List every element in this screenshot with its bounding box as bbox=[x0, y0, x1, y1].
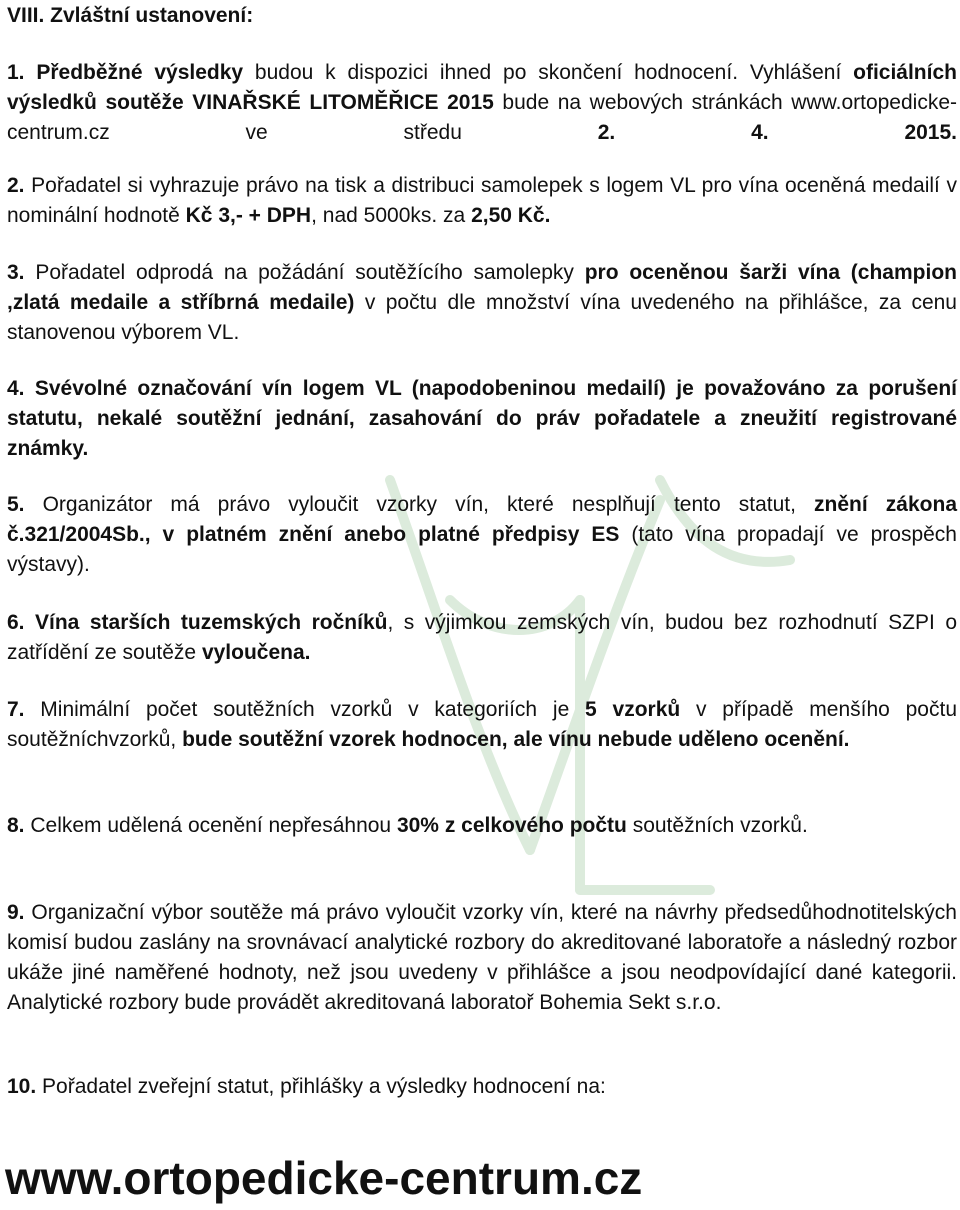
clause-text: Minimální počet soutěžních vzorků v kategoriích je bbox=[24, 698, 586, 721]
clause-4 bbox=[7, 374, 957, 464]
clause-10 bbox=[7, 1072, 957, 1102]
clause-5 bbox=[7, 490, 957, 580]
clause-number: 1. bbox=[7, 61, 25, 84]
clause-text: , s výjimkou zemských vín, budou bez rozhodnutí SZPI o zatřídění ze soutěže bbox=[7, 611, 958, 664]
clause-number: 4. bbox=[7, 377, 25, 400]
clause-text-bold: 2. 4. 2015. bbox=[597, 121, 957, 144]
clause-text: v počtu dle množství vína uvedeného na přihlášce, za cenu stanovenou výborem VL. bbox=[7, 291, 957, 344]
clause-text: Pořadatel odprodá na požádání soutěžícího samolepky bbox=[24, 261, 585, 284]
clause-number: 3. bbox=[7, 261, 25, 284]
clause-text-bold: znění zákona č.321/2004Sb., v platném znění anebo platné předpisy ES bbox=[7, 493, 957, 546]
clause-text: Organizátor má právo vyloučit vzorky vín, které nesplňují tento statut, bbox=[24, 493, 815, 516]
clause-number: 9. bbox=[7, 901, 25, 924]
clause-text: Celkem udělená ocenění nepřesáhnou bbox=[24, 814, 397, 837]
clause-text: (tato vína propadají ve prospěch výstavy). bbox=[7, 523, 957, 576]
clause-2 bbox=[7, 171, 957, 231]
section-heading: VIII. Zvláštní ustanovení: bbox=[7, 4, 254, 27]
clause-8 bbox=[7, 811, 957, 841]
clause-text-bold: bude soutěžní vzorek hodnocen, ale vínu nebude uděleno ocenění. bbox=[182, 728, 850, 751]
clause-6 bbox=[7, 608, 957, 668]
clause-number: 8. bbox=[7, 814, 25, 837]
clause-7 bbox=[7, 695, 957, 755]
clause-1 bbox=[7, 58, 957, 148]
clause-text-bold: 5 vzorků bbox=[585, 698, 681, 721]
clause-text: v případě menšího počtu soutěžníchvzorků, bbox=[7, 698, 957, 751]
clause-number: 6. bbox=[7, 611, 25, 634]
clause-text: Pořadatel si vyhrazuje právo na tisk a distribuci samolepek s logem VL pro vína oceněná medailí v nominální hodnotě bbox=[7, 174, 957, 227]
clause-text-bold: 30% z celkového počtu bbox=[396, 814, 627, 837]
clause-text-bold: oficiálních výsledků soutěže bbox=[7, 61, 957, 114]
clause-number: 7. bbox=[7, 698, 25, 721]
clause-text-bold: 2,50 Kč. bbox=[471, 204, 551, 227]
clause-number: 5. bbox=[7, 493, 25, 516]
clause-text: bude na webových stránkách www.ortopedicke-centrum.cz ve středu bbox=[7, 91, 958, 144]
clause-text: , nad 5000ks. za bbox=[311, 204, 472, 227]
clause-text: soutěžních vzorků. bbox=[626, 814, 808, 837]
clause-text-bold: pro oceněnou šarži vína (champion ,zlatá medaile a stříbrná medaile) bbox=[7, 261, 957, 314]
footer-website-url: www.ortopedicke-centrum.cz bbox=[5, 1152, 643, 1204]
clause-text-bold: Kč 3,- + DPH bbox=[185, 204, 312, 227]
clause-text-bold: vyloučena. bbox=[201, 641, 311, 664]
clause-3 bbox=[7, 258, 957, 348]
clause-text-bold: VINAŘSKÉ LITOMĚŘICE 2015 bbox=[183, 91, 494, 114]
clause-text: Organizační výbor soutěže má právo vyloučit vzorky vín, které na návrhy předsedůhodnotitelských komisí budou zaslány na srovnávací analytické rozbory do akreditované laboratoře a následný rozbor ukáže jiné naměřené hodnoty, než jsou uvedeny v přihlášce a jsou neodpovídající dané kategorii. Analytické rozbory bude provádět akreditovaná laboratoř Bohemia Sekt s.r.o. bbox=[7, 901, 957, 1014]
clause-9 bbox=[7, 898, 957, 1018]
clause-number: 10. bbox=[7, 1075, 37, 1098]
clause-number: 2. bbox=[7, 174, 25, 197]
clause-text-bold: Předběžné výsledky bbox=[36, 61, 244, 84]
clause-text: budou k dispozici ihned po skončení hodnocení. Vyhlášení bbox=[243, 61, 854, 84]
clause-text-bold: Vína starších tuzemských ročníků bbox=[24, 611, 388, 634]
clause-text-bold: Svévolné označování vín logem VL (napodobeninou medailí) je považováno za porušení statutu, nekalé soutěžní jednání, zasahování do práv pořadatele a zneužití registrované známky. bbox=[7, 377, 957, 460]
clause-text: Pořadatel zveřejní statut, přihlášky a výsledky hodnocení na: bbox=[36, 1075, 606, 1098]
